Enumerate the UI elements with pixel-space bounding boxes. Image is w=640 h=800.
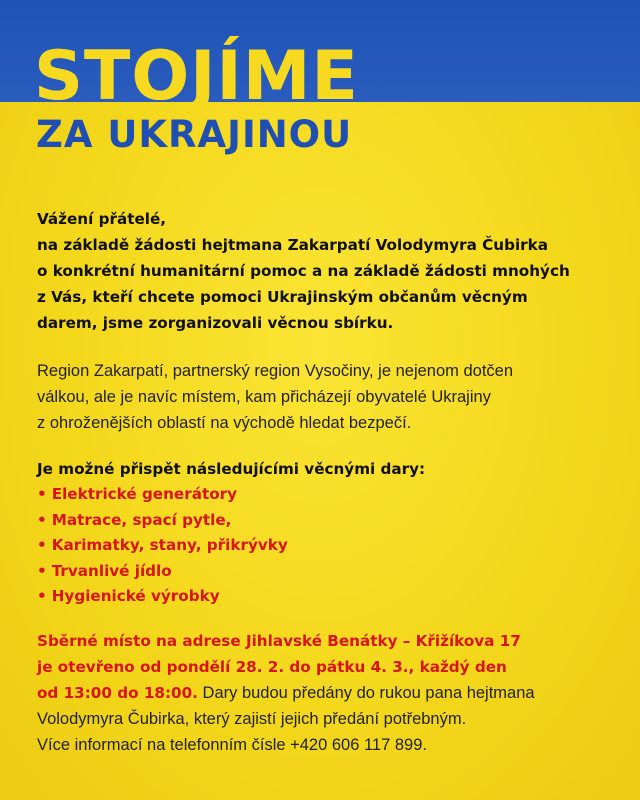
collection-paragraph xyxy=(37,628,607,758)
intro-line: na základě žádosti hejtmana Zakarpatí Volodymyra Čubirka xyxy=(37,236,549,254)
intro-paragraph xyxy=(37,206,607,336)
content xyxy=(37,206,607,758)
intro-line: o konkrétní humanitární pomoc a na základě žádosti mnohých xyxy=(37,262,570,280)
donation-item-label: Hygienické výrobky xyxy=(51,587,220,605)
list-item xyxy=(37,559,607,585)
list-item xyxy=(37,533,607,559)
subheadline: ZA UKRAJINOU xyxy=(36,113,353,156)
donation-item-label: Elektrické generátory xyxy=(51,485,238,503)
collection-recipient: Volodymyra Čubirka, který zajistí jejich předání potřebným. xyxy=(37,709,467,728)
collection-hours-line xyxy=(37,680,607,706)
donation-item-label: Trvanlivé jídlo xyxy=(51,561,172,580)
list-item xyxy=(37,508,607,534)
collection-handover: Dary budou předány do rukou pana hejtmana xyxy=(197,683,535,702)
bullet-icon: • xyxy=(37,587,47,605)
donations-title: Je možné přispět následujícími věcnými dary: xyxy=(37,460,426,478)
donations-list xyxy=(37,482,607,610)
list-item xyxy=(37,584,607,610)
collection-address: Sběrné místo na adrese Jihlavské Benátky – Křižíkova 17 xyxy=(37,631,521,650)
collection-hours: od 13:00 do 18:00. xyxy=(37,683,198,702)
intro-line: Vážení přátelé, xyxy=(37,210,167,228)
region-line: Region Zakarpatí, partnerský region Vysočiny, je nejenom dotčen xyxy=(37,362,514,380)
bullet-icon: • xyxy=(37,561,47,580)
bullet-icon: • xyxy=(37,536,47,554)
donation-item-label: Matrace, spací pytle, xyxy=(51,510,232,529)
list-item xyxy=(37,482,607,508)
contact-phone: Více informací na telefonním čísle +420 606 117 899. xyxy=(37,735,427,754)
region-line: válkou, ale je navíc místem, kam přicházejí obyvatelé Ukrajiny xyxy=(37,388,491,406)
donation-item-label: Karimatky, stany, přikrývky xyxy=(51,536,288,554)
intro-line: z Vás, kteří chcete pomoci Ukrajinským občanům věcným xyxy=(37,288,528,306)
bullet-icon: • xyxy=(37,485,47,503)
region-paragraph xyxy=(37,358,607,436)
headline: STOJÍME xyxy=(34,37,359,116)
collection-dates: je otevřeno od pondělí 28. 2. do pátku 4. 3., každý den xyxy=(37,657,507,676)
intro-line: darem, jsme zorganizovali věcnou sbírku. xyxy=(37,314,394,332)
region-line: z ohroženějších oblastí na východě hledat bezpečí. xyxy=(37,414,412,432)
bullet-icon: • xyxy=(37,510,47,529)
